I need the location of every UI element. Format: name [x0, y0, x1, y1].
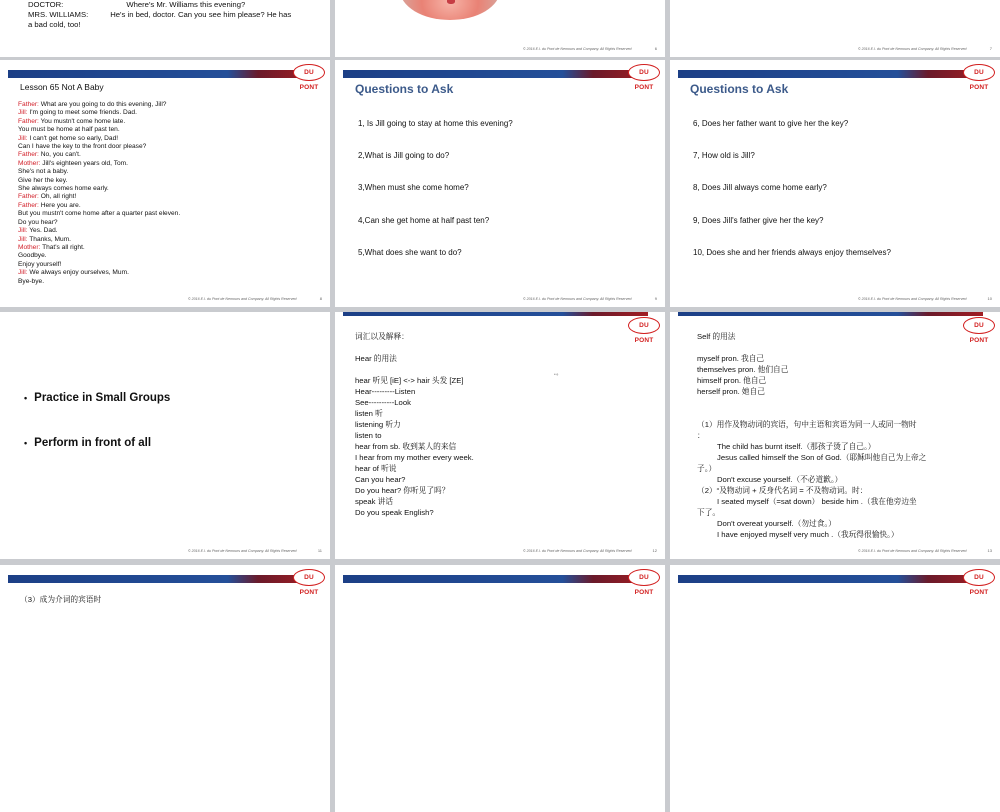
speaker-label: Father:	[18, 117, 39, 125]
page-number: 6	[654, 46, 657, 51]
question-list	[358, 119, 513, 280]
dialog-line	[18, 135, 180, 143]
question-item: 3,When must she come home?	[358, 183, 469, 193]
dialog-line: MRS. WILLIAMS: He's in bed, doctor. Can you see him please? He has	[28, 10, 292, 19]
slide-15[interactable]	[335, 565, 665, 812]
slide-6[interactable]	[335, 0, 665, 57]
line-text: Oh, all right!	[38, 193, 77, 201]
speaker-label: Jill:	[18, 269, 28, 277]
speaker-label: Jill:	[18, 134, 28, 142]
line-text: Goodbye.	[18, 252, 47, 260]
pron-item: herself pron. 她自己	[697, 387, 765, 396]
vocab-line: 词汇以及解释：	[355, 332, 409, 341]
slide-8[interactable]	[0, 60, 330, 307]
dialog-line	[18, 202, 180, 210]
page-number: 8	[319, 296, 322, 301]
line-text: Thanks, Mum.	[27, 235, 72, 243]
bullet-item: • Perform in front of all	[24, 437, 152, 449]
speaker-label: Jill:	[18, 227, 28, 235]
copyright: © 2016 E.I. du Pont de Nemours and Company. All Rights Reserved	[523, 47, 632, 51]
dialog-line	[18, 210, 180, 218]
dialog-line	[18, 261, 180, 269]
line-text: Do you hear?	[18, 218, 58, 226]
line-text: Here you are.	[38, 201, 81, 209]
slide-14[interactable]	[0, 565, 330, 812]
page-number: 9	[654, 296, 657, 301]
dupont-logo: DU PONT	[293, 569, 325, 586]
dialog-line	[18, 118, 180, 126]
dupont-logo: DU PONT	[963, 64, 995, 81]
slide-13[interactable]	[670, 312, 1000, 559]
dupont-logo: DU PONT	[293, 64, 325, 81]
bullet-item: • Practice in Small Groups	[24, 392, 171, 404]
dialog-line	[18, 278, 180, 286]
header-bar	[678, 312, 983, 316]
line-text: You mustn't come home late.	[38, 117, 126, 125]
line-text: Give her the key.	[18, 176, 68, 184]
dialog-line: DOCTOR: Where's Mr. Williams this evening?	[28, 0, 246, 9]
vocab-line: Do you speak English?	[355, 508, 434, 517]
vocab-line	[355, 364, 474, 375]
vocab-line: hear of 听说	[355, 464, 397, 473]
example-text: 子。）	[697, 464, 717, 473]
question-item: 6, Does her father want to give her the key?	[693, 119, 849, 128]
speaker-label: Mother:	[18, 243, 41, 251]
section-text: （3）成为介词的宾语时	[20, 595, 102, 604]
speaker-label: Mother:	[18, 159, 41, 167]
header-bar	[343, 70, 648, 78]
question-item: 10, Does she and her friends always enjoy themselves?	[693, 247, 891, 257]
dupont-logo: DU PONT	[963, 569, 995, 586]
question-item: 1, Is Jill going to stay at home this evening?	[358, 119, 513, 128]
line-text: Yes. Dad.	[27, 227, 58, 235]
page-number: 7	[989, 46, 992, 51]
line-text: Can I have the key to the front door please?	[18, 143, 147, 151]
speaker-label: Father:	[18, 101, 39, 108]
copyright: © 2016 E.I. du Pont de Nemours and Company. All Rights Reserved	[188, 549, 297, 553]
vocab-line: hear 听见 [iE] <-> hair 头发 [ZE]	[355, 376, 464, 385]
speaker-label: Father:	[18, 201, 39, 209]
question-item: 5,What does she want to do?	[358, 247, 462, 257]
example-text: 下了。	[697, 508, 721, 517]
line-text: But you mustn't come home after a quarter past eleven.	[18, 210, 181, 218]
slide-9[interactable]	[335, 60, 665, 307]
speaker-label: Jill:	[18, 235, 28, 243]
dialog-line	[18, 219, 180, 227]
question-item: 9, Does Jill's father give her the key?	[693, 215, 824, 225]
heading: Self 的用法	[697, 332, 736, 341]
copyright: © 2016 E.I. du Pont de Nemours and Company. All Rights Reserved	[858, 549, 967, 553]
baby-mouth	[447, 0, 455, 4]
dialog-line	[18, 177, 180, 185]
copyright: © 2016 E.I. du Pont de Nemours and Company. All Rights Reserved	[523, 297, 632, 301]
dialog-line	[18, 244, 180, 252]
slide-5[interactable]	[0, 0, 330, 57]
example-text: I seated myself（=sat down） beside him .（我在他旁边坐	[717, 497, 917, 506]
dialog-line	[18, 252, 180, 260]
dialog-line	[18, 185, 180, 193]
vocab-line: hear from sb. 收到某人的来信	[355, 442, 457, 451]
dialog-text	[18, 101, 180, 286]
vocab-line: Can you hear?	[355, 475, 406, 484]
question-item: 4,Can she get home at half past ten?	[358, 215, 490, 225]
header-bar	[678, 575, 983, 583]
dupont-logo: DU PONT	[963, 317, 995, 334]
header-bar	[343, 312, 648, 316]
question-item: 8, Does Jill always come home early?	[693, 183, 827, 193]
line-text: She's not a baby.	[18, 168, 69, 176]
page-number: 12	[652, 548, 657, 553]
dialog-line	[18, 143, 180, 151]
vocab-text	[355, 331, 474, 518]
rule-text: （1）用作及物动词的宾语，句中主语和宾语为同一人或同一物时	[697, 420, 917, 429]
dialog-line	[18, 101, 180, 109]
page-number: 11	[317, 548, 322, 553]
vocab-line: speak 讲话	[355, 497, 394, 506]
vocab-line: Do you hear? 你听见了吗？	[355, 486, 450, 495]
line-text: Jill's eighteen years old, Tom.	[40, 159, 128, 167]
header-bar	[8, 575, 313, 583]
slide-title: Lesson 65 Not A Baby	[20, 82, 104, 92]
note-mark: e.g.	[554, 372, 560, 376]
example-text: Jesus called himself the Son of God.（耶稣叫他自己为上帝之	[717, 453, 927, 462]
line-text: You must be home at half past ten.	[18, 126, 120, 134]
line-text: That's all right.	[40, 243, 85, 251]
question-list	[693, 119, 891, 280]
line-text: What are you going to do this evening, Jill?	[38, 101, 167, 108]
line-text: No, you can't.	[38, 151, 81, 159]
slide-title: Questions to Ask	[355, 82, 454, 96]
vocab-line: Hear 的用法	[355, 354, 397, 363]
example-text: The child has burnt itself.（那孩子烫了自己。）	[717, 442, 876, 451]
slide-7[interactable]	[670, 0, 1000, 57]
speaker-label: Jill:	[18, 109, 28, 117]
dialog-line	[18, 168, 180, 176]
line-text: We always enjoy ourselves, Mum.	[27, 269, 129, 277]
copyright: © 2016 E.I. du Pont de Nemours and Company. All Rights Reserved	[858, 47, 967, 51]
pron-item: himself pron. 他自己	[697, 376, 767, 385]
dialog-line	[18, 193, 180, 201]
dialog-line	[18, 160, 180, 168]
vocab-line: I hear from my mother every week.	[355, 453, 474, 462]
dialog-line	[18, 269, 180, 277]
rule-text: ：	[697, 431, 705, 440]
slide-11[interactable]	[0, 312, 330, 559]
header-bar	[8, 70, 313, 78]
line-text: I can't get home so early, Dad!	[27, 134, 119, 142]
example-text: Don't overeat yourself.（勿过食。）	[717, 519, 836, 528]
question-item: 7, How old is Jill?	[693, 151, 755, 161]
pron-item: myself pron. 我自己	[697, 354, 765, 363]
page-number: 13	[987, 548, 992, 553]
dialog-line	[18, 151, 180, 159]
header-bar	[678, 70, 983, 78]
line-text: She always comes home early.	[18, 185, 109, 193]
vocab-line: listening 听力	[355, 420, 401, 429]
dialog-line: a bad cold, too!	[28, 20, 81, 29]
rule-text: （2）“及物动词 + 反身代名词 = 不及物动词。时：	[697, 486, 868, 495]
copyright: © 2016 E.I. du Pont de Nemours and Company. All Rights Reserved	[858, 297, 967, 301]
slide-title: Questions to Ask	[690, 82, 789, 96]
example-text: I have enjoyed myself very much .（我玩得很愉快。）	[717, 530, 899, 539]
vocab-line	[355, 342, 474, 353]
line-text: Enjoy yourself!	[18, 260, 62, 268]
header-bar	[343, 575, 648, 583]
dupont-logo: DU PONT	[628, 569, 660, 586]
question-item: 2,What is Jill going to do?	[358, 151, 450, 161]
copyright: © 2016 E.I. du Pont de Nemours and Company. All Rights Reserved	[188, 297, 297, 301]
line-text: Bye-bye.	[18, 277, 45, 285]
example-text: Don't excuse yourself.（不必道歉。）	[717, 475, 843, 484]
vocab-line: listen 听	[355, 409, 383, 418]
line-text: I'm going to meet some friends. Dad.	[27, 109, 137, 117]
speaker-label: Father:	[18, 193, 39, 201]
pron-item: themselves pron. 他们自己	[697, 365, 789, 374]
speaker-label: Father:	[18, 151, 39, 159]
slide-12[interactable]	[335, 312, 665, 559]
slide-10[interactable]	[670, 60, 1000, 307]
dialog-line	[18, 227, 180, 235]
dialog-line	[18, 109, 180, 117]
dialog-line	[18, 236, 180, 244]
dialog-line	[18, 126, 180, 134]
copyright: © 2016 E.I. du Pont de Nemours and Company. All Rights Reserved	[523, 549, 632, 553]
page-number: 10	[987, 296, 992, 301]
dupont-logo: DU PONT	[628, 64, 660, 81]
vocab-line: Hear---------Listen	[355, 387, 416, 396]
self-usage-text	[697, 331, 926, 540]
dupont-logo: DU PONT	[628, 317, 660, 334]
vocab-line: listen to	[355, 431, 382, 440]
vocab-line: See----------Look	[355, 398, 411, 407]
slide-16[interactable]	[670, 565, 1000, 812]
